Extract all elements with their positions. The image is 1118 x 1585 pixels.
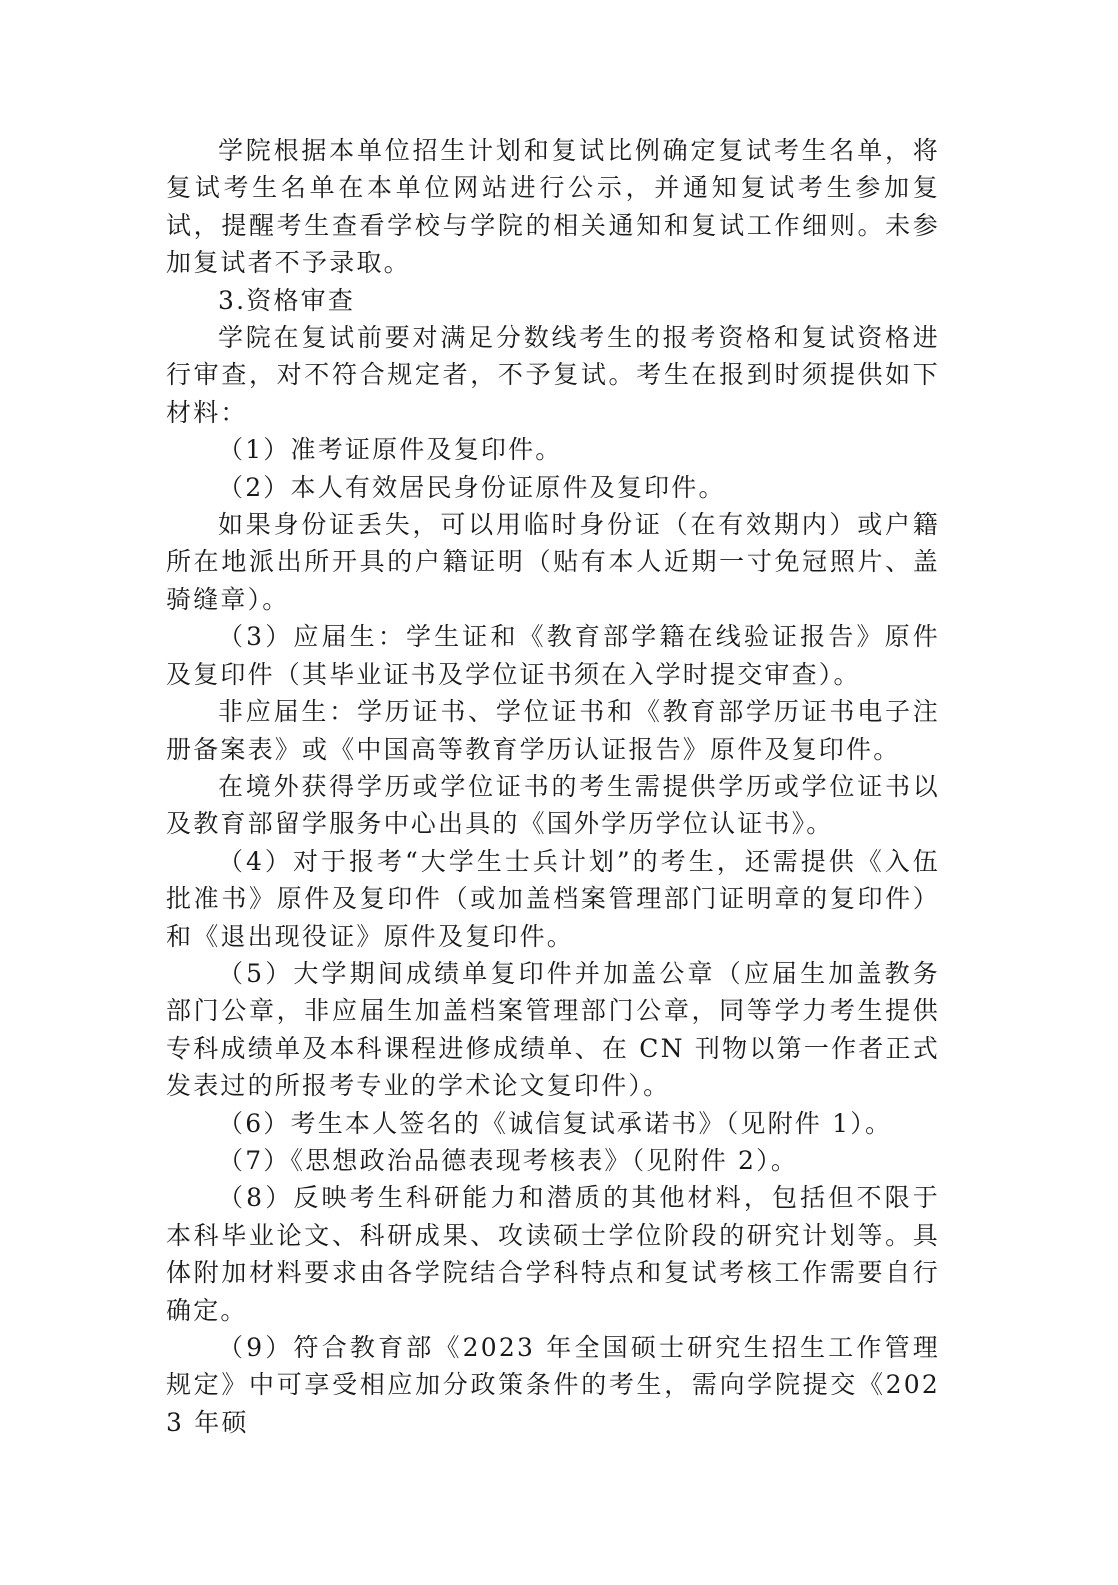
- list-item-fresh-graduate: （3）应届生：学生证和《教育部学籍在线验证报告》原件及复印件（其毕业证书及学位证书须在入学时提交审查）。: [166, 622, 940, 689]
- paragraph-qualification-review: 学院在复试前要对满足分数线考生的报考资格和复试资格进行审查，对不符合规定者，不予复试。考生在报到时须提供如下材料：: [166, 323, 940, 427]
- list-item-admission-ticket: （1）准考证原件及复印件。: [218, 435, 563, 465]
- list-item-integrity-pledge: （6）考生本人签名的《诚信复试承诺书》（见附件 1）。: [218, 1108, 893, 1138]
- list-item-id-card: （2）本人有效居民身份证原件及复印件。: [218, 472, 726, 502]
- document-page: [166, 132, 940, 1441]
- paragraph-lost-id-card: 如果身份证丢失，可以用临时身份证（在有效期内）或户籍所在地派出所开具的户籍证明（贴有本人近期一寸免冠照片、盖骑缝章）。: [166, 510, 940, 614]
- section-heading-qualification-review: 3.资格审查: [218, 285, 356, 315]
- paragraph-overseas-degree: 在境外获得学历或学位证书的考生需提供学历或学位证书以及教育部留学服务中心出具的《国外学历学位认证书》。: [166, 771, 940, 839]
- list-item-bonus-policy: （9）符合教育部《2023 年全国硕士研究生招生工作管理规定》中可享受相应加分政策条件的考生，需向学院提交《2023 年硕: [166, 1333, 940, 1437]
- paragraph-retest-list: 学院根据本单位招生计划和复试比例确定复试考生名单，将复试考生名单在本单位网站进行公示，并通知复试考生参加复试，提醒考生查看学校与学院的相关通知和复试工作细则。未参加复试者不予录取。: [166, 136, 940, 278]
- list-item-political-assessment: （7）《思想政治品德表现考核表》（见附件 2）。: [218, 1145, 799, 1175]
- list-item-research-materials: （8）反映考生科研能力和潜质的其他材料，包括但不限于本科毕业论文、科研成果、攻读硕士学位阶段的研究计划等。具体附加材料要求由各学院结合学科特点和复试考核工作需要自行确定。: [166, 1183, 940, 1325]
- list-item-soldier-plan: （4）对于报考“大学生士兵计划”的考生，还需提供《入伍批准书》原件及复印件（或加盖档案管理部门证明章的复印件）和《退出现役证》原件及复印件。: [166, 846, 940, 951]
- paragraph-non-fresh-graduate: 非应届生：学历证书、学位证书和《教育部学历证书电子注册备案表》或《中国高等教育学历认证报告》原件及复印件。: [166, 697, 940, 764]
- list-item-transcript: （5）大学期间成绩单复印件并加盖公章（应届生加盖教务部门公章，非应届生加盖档案管理部门公章，同等学力考生提供专科成绩单及本科课程进修成绩单、在 CN 刊物以第一作者正式发表过的所报考专业的学术论文复印件）。: [166, 958, 940, 1101]
